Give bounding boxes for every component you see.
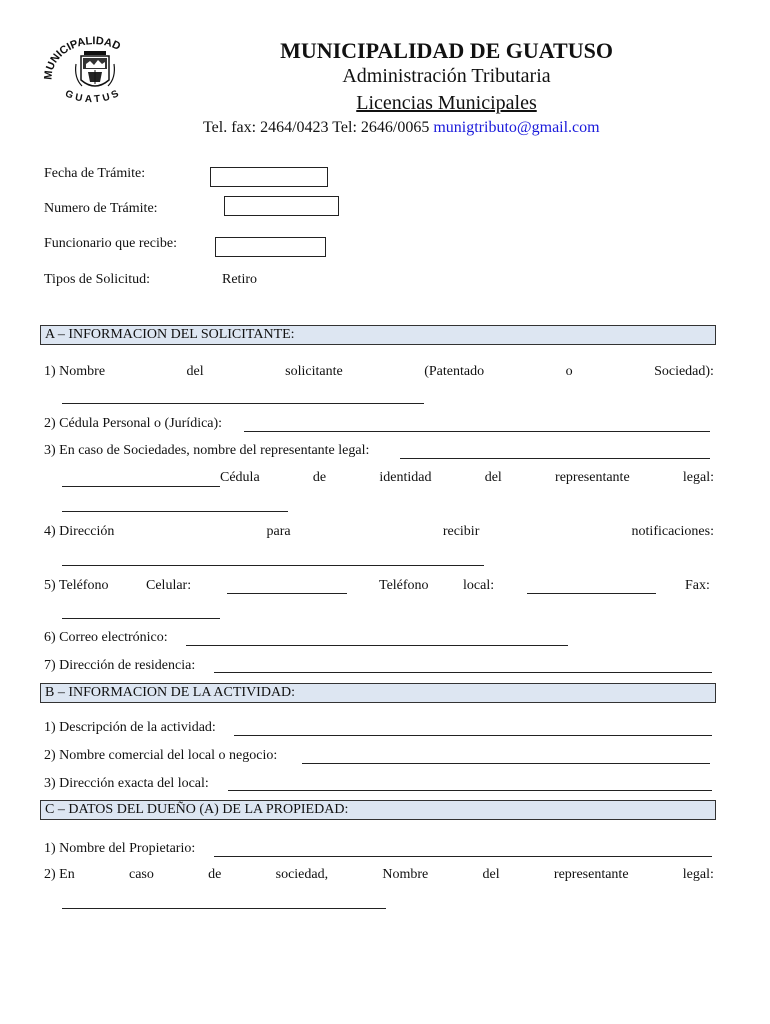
funcionario-label: Funcionario que recibe: (44, 236, 177, 251)
nombre-comercial-label: 2) Nombre comercial del local o negocio: (44, 748, 278, 763)
nombre-comercial-line[interactable] (302, 763, 710, 764)
representante-cedula-line[interactable] (62, 486, 220, 487)
q4-word: 4) Dirección (44, 524, 115, 539)
c-q2-word: del (482, 867, 500, 882)
direccion-line[interactable] (62, 565, 484, 566)
c-q2-word: representante (553, 867, 629, 882)
telefono-local-line[interactable] (527, 593, 656, 594)
representante-label: 3) En caso de Sociedades, nombre del representante legal: (44, 443, 370, 458)
q1-word: Sociedad): (654, 364, 714, 379)
cedula-label: 2) Cédula Personal o (Jurídica): (44, 416, 223, 431)
numero-field[interactable] (224, 196, 339, 216)
residencia-line[interactable] (214, 672, 712, 673)
section-c-header: C – DATOS DEL DUEÑO (A) DE LA PROPIEDAD: (40, 800, 716, 820)
section-c-q2 (44, 867, 714, 883)
department-title: Licencias Municipales (356, 92, 537, 114)
page-subtitle: Administración Tributaria (342, 65, 551, 87)
descripcion-line[interactable] (234, 735, 712, 736)
contact-line (203, 119, 600, 137)
c-q2-word: Nombre (382, 867, 429, 882)
celular-label: Celular: (146, 578, 192, 593)
cedula-line[interactable] (244, 431, 710, 432)
representante-line[interactable] (400, 458, 710, 459)
tipos-label: Tipos de Solicitud: (44, 272, 151, 287)
section-a-q1 (44, 364, 714, 380)
c-q2-word: legal: (682, 867, 714, 882)
q3-word: identidad (379, 470, 432, 485)
q1-word: solicitante (285, 364, 343, 379)
page-title: MUNICIPALIDAD DE GUATUSO (280, 38, 613, 63)
nombre-line[interactable] (62, 403, 424, 404)
q4-word: para (266, 524, 291, 539)
q4-word: notificaciones: (631, 524, 714, 539)
q3-word: Cédula (220, 470, 260, 485)
tipos-value: Retiro (222, 272, 257, 287)
numero-label: Numero de Trámite: (44, 201, 158, 216)
telefono-label: 5) Teléfono (44, 578, 109, 593)
c-q2-word: de (208, 867, 222, 882)
correo-line[interactable] (186, 645, 568, 646)
cedula-rep-line[interactable] (62, 511, 288, 512)
q3-word: del (484, 470, 502, 485)
q3-word: de (312, 470, 327, 485)
c-q2-word: sociedad, (275, 867, 329, 882)
direccion-local-label: 3) Dirección exacta del local: (44, 776, 209, 791)
residencia-label: 7) Dirección de residencia: (44, 658, 196, 673)
propietario-line[interactable] (214, 856, 712, 857)
descripcion-label: 1) Descripción de la actividad: (44, 720, 216, 735)
fax-label: Fax: (685, 578, 710, 593)
q1-word: o (565, 364, 573, 379)
telefono-local-label: Teléfono (379, 578, 429, 593)
c-q2-word: 2) En (44, 867, 75, 882)
direccion-local-line[interactable] (228, 790, 712, 791)
logo-top-text: MUNICIPALIDAD (42, 35, 123, 81)
funcionario-field[interactable] (215, 237, 326, 257)
q3-word: representante (555, 470, 630, 485)
propietario-label: 1) Nombre del Propietario: (44, 841, 196, 856)
correo-label: 6) Correo electrónico: (44, 630, 168, 645)
c-q2-word: caso (128, 867, 154, 882)
celular-line[interactable] (227, 593, 347, 594)
section-a-q3-cont (220, 470, 714, 486)
representante-c-line[interactable] (62, 908, 386, 909)
section-a-q4 (44, 524, 714, 540)
q3-word: legal: (682, 470, 714, 485)
fecha-label: Fecha de Trámite: (44, 166, 146, 181)
q4-word: recibir (442, 524, 480, 539)
logo-bottom-text: GUATUS (63, 87, 124, 106)
section-a-header: A – INFORMACION DEL SOLICITANTE: (40, 325, 716, 345)
q1-word: (Patentado (424, 364, 485, 379)
q1-word: 1) Nombre (44, 364, 106, 379)
section-b-header: B – INFORMACION DE LA ACTIVIDAD: (40, 683, 716, 703)
contact-email[interactable]: munigtributo@gmail.com (433, 119, 600, 136)
q1-word: del (186, 364, 204, 379)
local-label: local: (463, 578, 495, 593)
contact-phones: Tel. fax: 2464/0423 Tel: 2646/0065 (203, 119, 430, 136)
fax-line[interactable] (62, 618, 220, 619)
fecha-field[interactable] (210, 167, 328, 187)
